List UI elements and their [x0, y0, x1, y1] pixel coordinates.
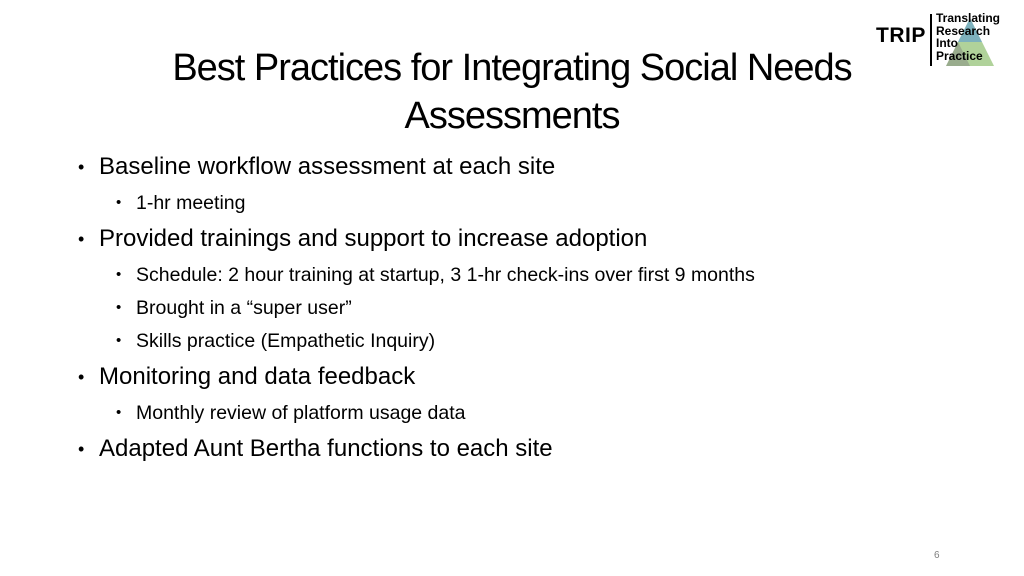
logo-acronym: TRIP — [876, 24, 926, 47]
page-number: 6 — [934, 550, 940, 561]
sub-bullet-text: Monthly review of platform usage data — [136, 402, 466, 424]
bullet-item — [78, 152, 978, 182]
bullet-dot-icon: • — [116, 266, 122, 283]
bullet-dot-icon: • — [116, 404, 122, 421]
bullet-dot-icon: • — [78, 367, 85, 387]
bullet-text: Adapted Aunt Bertha functions to each site — [99, 435, 553, 462]
bullet-dot-icon: • — [116, 299, 122, 316]
sub-bullet-text: Brought in a “super user” — [136, 297, 352, 319]
bullet-text: Provided trainings and support to increase adoption — [99, 225, 648, 252]
trip-logo — [872, 12, 1012, 68]
bullet-dot-icon: • — [78, 157, 85, 177]
bullet-text: Monitoring and data feedback — [99, 363, 416, 390]
sub-bullet-item — [78, 263, 978, 287]
logo-line: Translating — [936, 11, 1001, 25]
bullet-dot-icon: • — [116, 194, 122, 211]
sub-bullet-text: Skills practice (Empathetic Inquiry) — [136, 330, 436, 352]
bullet-text: Baseline workflow assessment at each site — [99, 153, 556, 180]
logo-line: Research — [936, 23, 991, 38]
slide-title: Best Practices for Integrating Social Needs Assessments — [172, 47, 852, 137]
sub-bullet-item — [78, 329, 978, 353]
bullet-item — [78, 224, 978, 254]
bullet-dot-icon: • — [78, 439, 85, 459]
logo-divider — [930, 14, 932, 66]
bullet-dot-icon: • — [78, 229, 85, 249]
sub-bullet-item — [78, 191, 978, 215]
sub-bullet-text: 1-hr meeting — [136, 192, 246, 214]
bullet-item — [78, 434, 978, 464]
sub-bullet-item — [78, 296, 978, 320]
logo-line: Practice — [936, 48, 983, 63]
logo-text — [936, 12, 1000, 62]
bullet-item — [78, 362, 978, 392]
sub-bullet-text: Schedule: 2 hour training at startup, 3 1-hr check-ins over first 9 months — [136, 264, 755, 286]
bullet-list — [78, 152, 978, 464]
logo-line: Into — [936, 36, 958, 50]
sub-bullet-item — [78, 401, 978, 425]
bullet-dot-icon: • — [116, 332, 122, 349]
